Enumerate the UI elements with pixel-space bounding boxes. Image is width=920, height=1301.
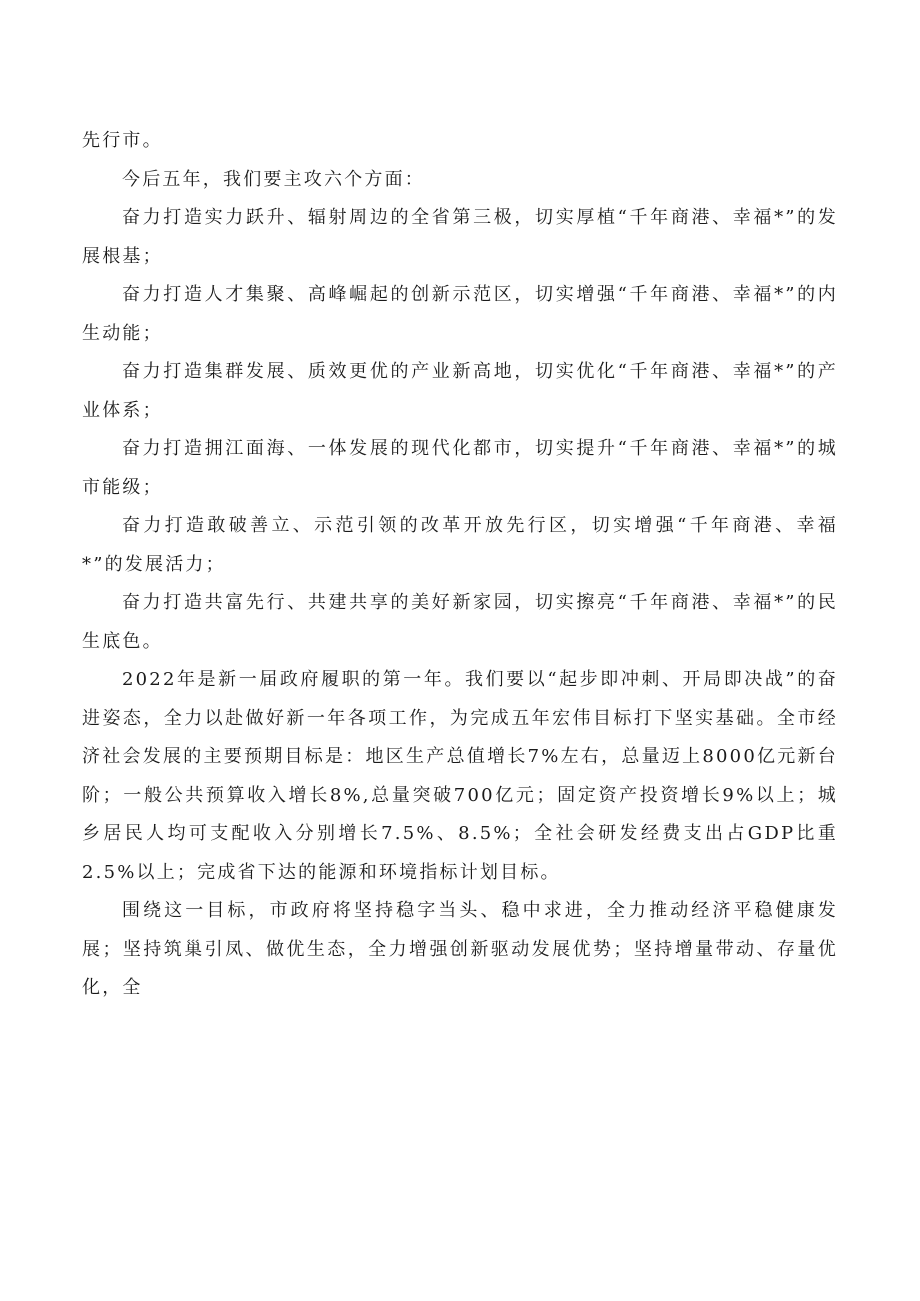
paragraph-3: 奋力打造实力跃升、辐射周边的全省第三极，切实厚植“千年商港、幸福*”的发展根基； <box>82 207 838 267</box>
paragraph-2: 今后五年，我们要主攻六个方面： <box>122 168 425 190</box>
paragraph-9: 2022年是新一届政府履职的第一年。我们要以“起步即冲刺、开局即决战”的奋进姿态，全力以赴做好新一年各项工作，为完成五年宏伟目标打下坚实基础。全市经济社会发展的主要预期目标是：地区生产总值增长7%左右，总量迈上8000亿元新台阶；一般公共预算收入增长8%,总量突破700亿元；固定资产投资增长9%以上；城乡居民人均可支配收入分别增长7.5%、8.5%；全社会研发经费支出占GDP比重2.5%以上；完成省下达的能源和环境指标计划目标。 <box>82 669 838 883</box>
paragraph-7: 奋力打造敢破善立、示范引领的改革开放先行区，切实增强“千年商港、幸福*”的发展活力； <box>82 515 838 575</box>
paragraph-5: 奋力打造集群发展、质效更优的产业新高地，切实优化“千年商港、幸福*”的产业体系； <box>82 361 838 421</box>
paragraph-4: 奋力打造人才集聚、高峰崛起的创新示范区，切实增强“千年商港、幸福*”的内生动能； <box>82 284 838 344</box>
paragraph-10: 围绕这一目标，市政府将坚持稳字当头、稳中求进，全力推动经济平稳健康发展；坚持筑巢引凤、做优生态，全力增强创新驱动发展优势；坚持增量带动、存量优化，全 <box>82 900 838 998</box>
paragraph-6: 奋力打造拥江面海、一体发展的现代化都市，切实提升“千年商港、幸福*”的城市能级； <box>82 438 838 498</box>
paragraph-1: 先行市。 <box>82 130 163 151</box>
paragraph-8: 奋力打造共富先行、共建共享的美好新家园，切实擦亮“千年商港、幸福*”的民生底色。 <box>82 592 838 652</box>
document-page <box>82 122 838 1008</box>
